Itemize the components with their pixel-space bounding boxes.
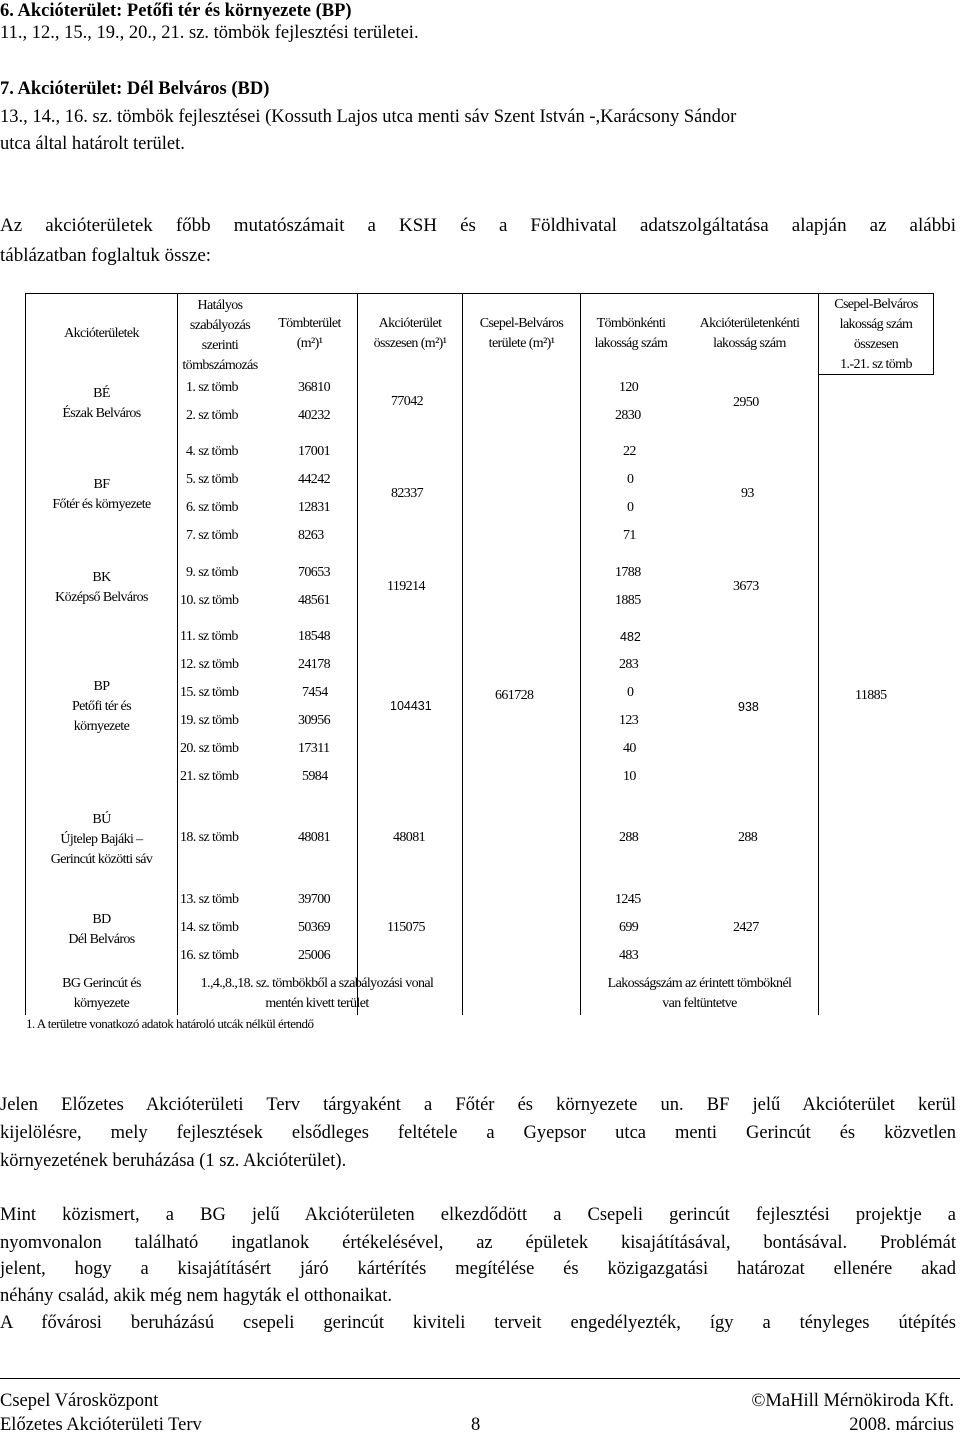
table-border-right bbox=[933, 293, 934, 374]
belvaros-total-area: 661728 bbox=[495, 688, 534, 703]
table-row-area: 12831 bbox=[298, 500, 331, 515]
paragraph-2-line3: jelent, hogy a kisajátításért járó kártérítés megítélése és közigazgatási határozat ellenére akad bbox=[0, 1259, 956, 1279]
group-name: Észak Belváros bbox=[62, 406, 141, 421]
table-row-pop: 283 bbox=[619, 657, 639, 672]
table-row-area: 39700 bbox=[298, 892, 331, 907]
table-row-pop: 22 bbox=[623, 444, 636, 459]
group-bk-label bbox=[26, 568, 177, 608]
table-row-pop: 123 bbox=[619, 713, 639, 728]
header-tombterulet: Tömbterület (m²)¹ bbox=[278, 316, 341, 351]
table-row-pop: 482 bbox=[620, 630, 641, 644]
group-name: Petőfi tér és bbox=[71, 699, 132, 714]
group-bu-label bbox=[26, 810, 177, 870]
header-akcioteruletenkenti-lakossag: Akcióterületenkénti lakosság szám bbox=[699, 316, 800, 351]
group-total-area: 115075 bbox=[387, 920, 425, 935]
table-row-area: 17311 bbox=[298, 741, 330, 756]
group-be-label bbox=[26, 384, 177, 424]
table-row-area: 24178 bbox=[298, 657, 331, 672]
group-total-area: 77042 bbox=[391, 394, 424, 409]
table-row-area: 8263 bbox=[298, 528, 324, 543]
table-row-tomb: 12. sz tömb bbox=[180, 657, 239, 672]
footer-page-number: 8 bbox=[471, 1415, 481, 1435]
header-tombonkenti-lakossag: Tömbönkénti lakosság szám bbox=[594, 316, 668, 351]
group-total-pop: 288 bbox=[738, 830, 758, 845]
header-tombszamozas: Hatályos szabályozás szerinti tömbszámozás bbox=[182, 298, 258, 373]
table-row-area: 5984 bbox=[302, 769, 328, 784]
header-akcioterulet-osszesen: Akcióterület összesen (m²)¹ bbox=[373, 316, 447, 351]
group-name: Újtelep Bajáki – bbox=[60, 832, 143, 847]
header-akcioteruletek: Akcióterületek bbox=[64, 326, 139, 341]
table-row-area: 18548 bbox=[298, 629, 331, 644]
table-row-area: 44242 bbox=[298, 472, 331, 487]
footer-project: Csepel Városközpont bbox=[0, 1391, 159, 1411]
table-row-tomb: 7. sz tömb bbox=[186, 528, 238, 543]
group-name: Főtér és környezete bbox=[52, 497, 151, 512]
table-row-area: 7454 bbox=[302, 685, 328, 700]
group-code: BD bbox=[92, 912, 111, 927]
group-total-pop: 2950 bbox=[733, 395, 759, 410]
table-row-tomb: 20. sz tömb bbox=[180, 741, 239, 756]
table-row-area: 30956 bbox=[298, 713, 331, 728]
group-bf-label bbox=[26, 475, 177, 515]
group-bg-label bbox=[26, 974, 177, 1014]
group-total-pop: 2427 bbox=[733, 920, 759, 935]
table-row-tomb: 14. sz tömb bbox=[180, 920, 239, 935]
table-row-area: 25006 bbox=[298, 948, 331, 963]
header-csepel-belvaros-lakossag: Csepel-Belváros lakosság szám összesen 1.-21. sz tömb bbox=[834, 297, 918, 372]
paragraph-1-line3: környezetének beruházása (1 sz. Akcióterület). bbox=[0, 1151, 347, 1171]
section-7-subtitle-line2: utca által határolt terület. bbox=[0, 134, 185, 154]
group-name: Középső Belváros bbox=[55, 590, 148, 605]
table-row-tomb: 1. sz tömb bbox=[186, 380, 238, 395]
table-row-tomb: 18. sz tömb bbox=[180, 830, 239, 845]
table-row-pop: 1885 bbox=[615, 593, 641, 608]
table-footnote: 1. A területre vonatkozó adatok határoló utcák nélkül értendő bbox=[26, 1016, 314, 1031]
table-col-divider-1 bbox=[177, 293, 178, 1015]
table-row-pop: 288 bbox=[619, 830, 639, 845]
section-7-title: 7. Akcióterület: Dél Belváros (BD) bbox=[0, 79, 270, 99]
table-row-tomb: 5. sz tömb bbox=[186, 472, 238, 487]
table-row-pop: 0 bbox=[627, 685, 634, 700]
table-row-area: 70653 bbox=[298, 565, 331, 580]
section-7-subtitle-line1: 13., 14., 16. sz. tömbök fejlesztései (Kossuth Lajos utca menti sáv Szent István -,Karácsony Sándor bbox=[0, 107, 737, 127]
table-row-area: 36810 bbox=[298, 380, 331, 395]
group-bg-note-area: 1.,4.,8.,18. sz. tömbökből a szabályozási vonal mentén kivett terület bbox=[200, 976, 434, 1011]
table-row-pop: 1788 bbox=[615, 565, 641, 580]
paragraph-1-line1: Jelen Előzetes Akcióterületi Terv tárgyaként a Főtér és környezete un. BF jelű Akcióterület kerül bbox=[0, 1095, 956, 1115]
table-row-tomb: 19. sz tömb bbox=[180, 713, 239, 728]
intro-line1: Az akcióterületek főbb mutatószámait a KSH és a Földhivatal adatszolgáltatása alapján az alábbi bbox=[0, 215, 956, 236]
group-total-pop: 938 bbox=[738, 700, 759, 714]
footer-company: ©MaHill Mérnökiroda Kft. bbox=[751, 1391, 954, 1411]
table-col-divider-2 bbox=[357, 293, 358, 1015]
group-code: BÉ bbox=[93, 386, 110, 401]
belvaros-total-pop: 11885 bbox=[855, 688, 887, 703]
section-6-title: 6. Akcióterület: Petőfi tér és környezete (BP) bbox=[0, 1, 352, 21]
group-code: BK bbox=[92, 570, 111, 585]
table-row-tomb: 16. sz tömb bbox=[180, 948, 239, 963]
group-name: környezete bbox=[73, 996, 130, 1011]
table-row-pop: 120 bbox=[619, 380, 639, 395]
table-row-tomb: 21. sz tömb bbox=[180, 769, 239, 784]
group-name: BG Gerincút és bbox=[62, 976, 141, 991]
section-6-subtitle: 11., 12., 15., 19., 20., 21. sz. tömbök fejlesztési területei. bbox=[0, 23, 419, 43]
paragraph-2-line4: néhány család, akik még nem hagyták el otthonaikat. bbox=[0, 1286, 392, 1306]
group-name: Dél Belváros bbox=[68, 932, 135, 947]
table-col-divider-5 bbox=[818, 293, 819, 1015]
paragraph-3-line1: A fővárosi beruházású csepeli gerincút kiviteli terveit engedélyezték, így a tényleges útépítés bbox=[0, 1313, 956, 1333]
table-row-area: 40232 bbox=[298, 408, 331, 423]
group-total-area: 104431 bbox=[390, 699, 432, 713]
table-row-pop: 2830 bbox=[615, 408, 641, 423]
table-row-pop: 40 bbox=[623, 741, 636, 756]
table-row-tomb: 4. sz tömb bbox=[186, 444, 238, 459]
group-code: BÚ bbox=[92, 812, 111, 827]
table-row-tomb: 10. sz tömb bbox=[180, 593, 239, 608]
footer-rule bbox=[0, 1378, 960, 1379]
table-row-area: 50369 bbox=[298, 920, 331, 935]
group-bg-note-pop: Lakosságszám az érintett tömböknél van feltüntetve bbox=[607, 976, 792, 1011]
table-row-pop: 1245 bbox=[615, 892, 641, 907]
paragraph-2-line1: Mint közismert, a BG jelű Akcióterületen elkezdődött a Csepeli gerincút fejlesztési projektje a bbox=[0, 1205, 956, 1225]
group-total-area: 48081 bbox=[393, 830, 426, 845]
table-row-tomb: 2. sz tömb bbox=[186, 408, 238, 423]
group-code: BP bbox=[93, 679, 110, 694]
group-bp-label bbox=[26, 677, 177, 737]
group-total-area: 119214 bbox=[387, 579, 425, 594]
footer-document: Előzetes Akcióterületi Terv bbox=[0, 1415, 202, 1435]
paragraph-1-line2: kijelölésre, mely fejlesztések elsődleges feltétele a Gyepsor utca menti Gerincút és közvetlen bbox=[0, 1123, 956, 1143]
group-total-pop: 93 bbox=[741, 486, 754, 501]
table-border-top bbox=[25, 293, 934, 294]
group-name: Gerincút közötti sáv bbox=[50, 852, 153, 867]
group-code: BF bbox=[93, 477, 110, 492]
group-name: környezete bbox=[73, 719, 130, 734]
table-row-tomb: 6. sz tömb bbox=[186, 500, 238, 515]
group-bd-label bbox=[26, 910, 177, 950]
intro-line2: táblázatban foglaltuk össze: bbox=[0, 245, 212, 266]
table-row-tomb: 13. sz tömb bbox=[180, 892, 239, 907]
table-row-pop: 10 bbox=[623, 769, 636, 784]
table-row-pop: 71 bbox=[623, 528, 636, 543]
footer-date: 2008. március bbox=[849, 1415, 954, 1435]
table-row-pop: 0 bbox=[627, 472, 634, 487]
table-row-tomb: 15. sz tömb bbox=[180, 685, 239, 700]
table-row-tomb: 11. sz tömb bbox=[180, 629, 238, 644]
table-row-tomb: 9. sz tömb bbox=[186, 565, 238, 580]
table-row-area: 17001 bbox=[298, 444, 331, 459]
group-total-area: 82337 bbox=[391, 486, 424, 501]
table-row-area: 48561 bbox=[298, 593, 331, 608]
table-row-pop: 0 bbox=[627, 500, 634, 515]
paragraph-2-line2: nyomvonalon található ingatlanok értékelésével, az épületek kisajátításával, bontásával. Problémát bbox=[0, 1233, 956, 1253]
header-csepel-belvaros-terulet: Csepel-Belváros területe (m²)¹ bbox=[479, 316, 564, 351]
table-row-pop: 483 bbox=[619, 948, 639, 963]
table-row-pop: 699 bbox=[619, 920, 639, 935]
table-row-area: 48081 bbox=[298, 830, 331, 845]
table-col-divider-3 bbox=[462, 293, 463, 1015]
group-total-pop: 3673 bbox=[733, 579, 759, 594]
table-col-divider-4 bbox=[580, 293, 581, 1015]
